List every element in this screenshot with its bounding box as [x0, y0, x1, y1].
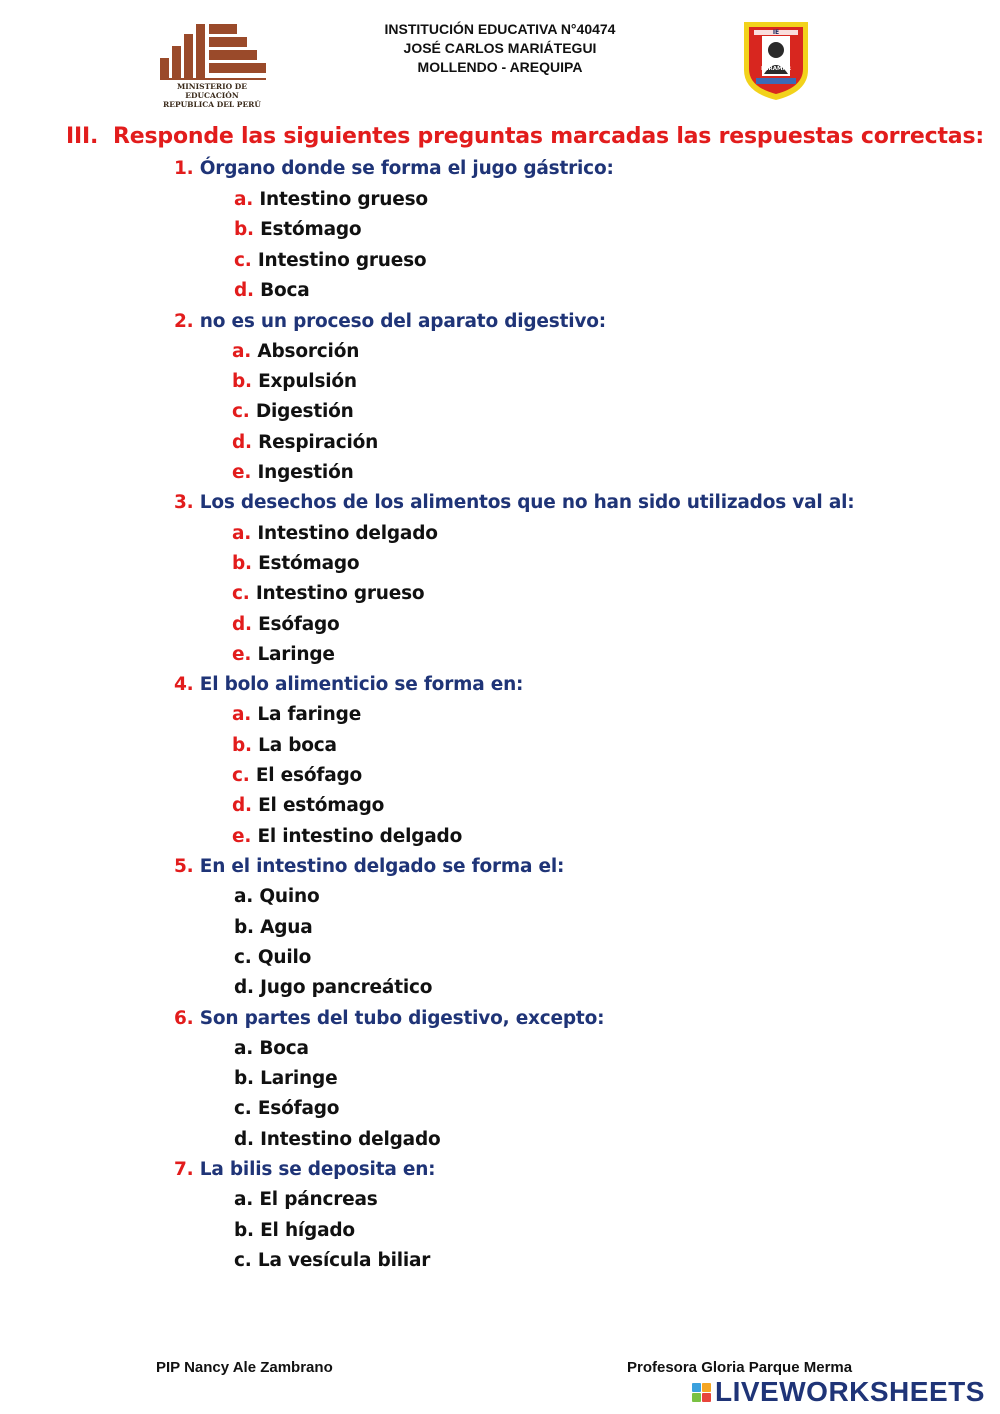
q2-option-b[interactable] [232, 371, 357, 392]
q2-option-e[interactable] [232, 462, 354, 483]
option-text: Respiración [258, 432, 379, 453]
q3-option-d[interactable] [232, 614, 340, 635]
q1-option-a[interactable] [234, 189, 428, 210]
q6-option-c[interactable] [234, 1098, 339, 1119]
school-crest [740, 18, 812, 102]
option-letter: c. [234, 947, 252, 968]
option-text: Quino [259, 886, 320, 907]
option-letter: a. [234, 1038, 254, 1059]
question-number: 3. [174, 492, 194, 513]
option-letter: b. [234, 917, 254, 938]
option-text: Boca [259, 1038, 309, 1059]
ministry-country: REPUBLICA DEL PERÚ [163, 100, 261, 109]
question-7 [174, 1159, 435, 1180]
question-number: 4. [174, 674, 194, 695]
section-numeral: III. [66, 124, 99, 149]
school-location: MOLLENDO - AREQUIPA [417, 59, 583, 75]
option-text: Esófago [257, 1098, 340, 1119]
option-letter: a. [234, 886, 254, 907]
option-letter: a. [232, 523, 252, 544]
option-text: Digestión [255, 401, 354, 422]
option-text: Laringe [257, 644, 335, 665]
option-text: Intestino delgado [260, 1129, 441, 1150]
liveworksheets-logo-icon [692, 1383, 711, 1402]
option-text: Intestino delgado [257, 523, 438, 544]
question-number: 7. [174, 1159, 194, 1180]
option-text: Estómago [258, 553, 360, 574]
q1-option-d[interactable] [234, 280, 310, 301]
option-text: Ingestión [257, 462, 354, 483]
option-text: El hígado [260, 1220, 355, 1241]
option-text: Agua [260, 917, 313, 938]
option-text: Jugo pancreático [260, 977, 433, 998]
option-letter: a. [234, 1189, 254, 1210]
option-letter: b. [234, 219, 254, 240]
option-letter: d. [232, 795, 252, 816]
option-text: Absorción [257, 341, 360, 362]
option-text: El intestino delgado [257, 826, 463, 847]
q6-option-b[interactable] [234, 1068, 337, 1089]
option-letter: c. [232, 583, 250, 604]
q3-option-e[interactable] [232, 644, 335, 665]
question-4 [174, 674, 523, 695]
q7-option-b[interactable] [234, 1220, 355, 1241]
question-1 [174, 158, 614, 179]
option-letter: a. [232, 341, 252, 362]
school-name: JOSÉ CARLOS MARIÁTEGUI [403, 40, 597, 56]
liveworksheets-wordmark: LIVEWORKSHEETS [715, 1376, 985, 1407]
option-letter: c. [232, 765, 250, 786]
q4-option-e[interactable] [232, 826, 462, 847]
school-institution: INSTITUCIÓN EDUCATIVA N°40474 [384, 21, 616, 37]
q5-option-b[interactable] [234, 917, 313, 938]
option-letter: a. [234, 189, 254, 210]
option-letter: c. [232, 401, 250, 422]
question-number: 2. [174, 311, 194, 332]
q4-option-d[interactable] [232, 795, 384, 816]
q2-option-c[interactable] [232, 401, 354, 422]
question-text: El bolo alimenticio se forma en: [199, 674, 524, 695]
q1-option-b[interactable] [234, 219, 361, 240]
question-number: 5. [174, 856, 194, 877]
option-text: La vesícula biliar [257, 1250, 431, 1271]
option-letter: b. [232, 553, 252, 574]
q2-option-d[interactable] [232, 432, 378, 453]
question-text: La bilis se deposita en: [199, 1159, 436, 1180]
option-text: Boca [260, 280, 310, 301]
question-text: Son partes del tubo digestivo, excepto: [199, 1008, 605, 1029]
option-text: Quilo [257, 947, 312, 968]
option-letter: e. [232, 644, 252, 665]
option-text: Laringe [260, 1068, 338, 1089]
question-text: Los desechos de los alimentos que no han sido utilizados val al: [199, 492, 855, 513]
option-letter: b. [232, 735, 252, 756]
option-text: Intestino grueso [259, 189, 428, 210]
crest-label-top: IE [772, 29, 780, 36]
section-title-text: Responde las siguientes preguntas marcadas las respuestas correctas: [113, 124, 984, 149]
option-text: El esófago [255, 765, 363, 786]
q4-option-a[interactable] [232, 704, 361, 725]
question-number: 1. [174, 158, 194, 179]
question-number: 6. [174, 1008, 194, 1029]
option-letter: c. [234, 250, 252, 271]
option-letter: b. [234, 1068, 254, 1089]
option-letter: c. [234, 1250, 252, 1271]
question-text: En el intestino delgado se forma el: [199, 856, 565, 877]
option-text: La faringe [257, 704, 362, 725]
question-2 [174, 311, 606, 332]
option-text: El páncreas [259, 1189, 378, 1210]
option-letter: e. [232, 826, 252, 847]
q4-option-b[interactable] [232, 735, 337, 756]
q5-option-d[interactable] [234, 977, 432, 998]
question-3 [174, 492, 854, 513]
ministry-logo [156, 22, 268, 110]
q5-option-a[interactable] [234, 886, 320, 907]
liveworksheets-brand[interactable] [692, 1378, 985, 1406]
question-text: Órgano donde se forma el jugo gástrico: [199, 158, 614, 179]
option-text: Expulsión [258, 371, 357, 392]
question-text: no es un proceso del aparato digestivo: [199, 311, 606, 332]
option-letter: d. [234, 977, 254, 998]
option-letter: d. [232, 432, 252, 453]
ministry-name: MINISTERIO DE EDUCACIÓN [177, 82, 247, 100]
q6-option-d[interactable] [234, 1129, 441, 1150]
q5-option-c[interactable] [234, 947, 311, 968]
option-text: El estómago [258, 795, 385, 816]
q6-option-a[interactable] [234, 1038, 309, 1059]
question-6 [174, 1008, 604, 1029]
option-letter: d. [234, 280, 254, 301]
crest-label-mid: MIRAMAR [761, 66, 791, 72]
footer-teacher-left: PIP Nancy Ale Zambrano [156, 1359, 333, 1376]
q3-option-b[interactable] [232, 553, 359, 574]
option-text: Esófago [258, 614, 340, 635]
option-letter: d. [232, 614, 252, 635]
footer-teacher-right: Profesora Gloria Parque Merma [627, 1359, 853, 1376]
school-header [330, 20, 670, 77]
option-text: Intestino grueso [257, 250, 427, 271]
q4-option-c[interactable] [232, 765, 362, 786]
q3-option-c[interactable] [232, 583, 424, 604]
option-text: Estómago [260, 219, 362, 240]
option-letter: e. [232, 462, 252, 483]
option-letter: a. [232, 704, 252, 725]
q2-option-a[interactable] [232, 341, 359, 362]
option-text: La boca [258, 735, 337, 756]
q1-option-c[interactable] [234, 250, 426, 271]
option-letter: b. [234, 1220, 254, 1241]
option-letter: c. [234, 1098, 252, 1119]
option-letter: b. [232, 371, 252, 392]
option-text: Intestino grueso [255, 583, 425, 604]
section-title [66, 124, 984, 149]
q3-option-a[interactable] [232, 523, 438, 544]
question-5 [174, 856, 564, 877]
q7-option-a[interactable] [234, 1189, 378, 1210]
q7-option-c[interactable] [234, 1250, 430, 1271]
option-letter: d. [234, 1129, 254, 1150]
ministry-bars-icon [156, 22, 268, 80]
